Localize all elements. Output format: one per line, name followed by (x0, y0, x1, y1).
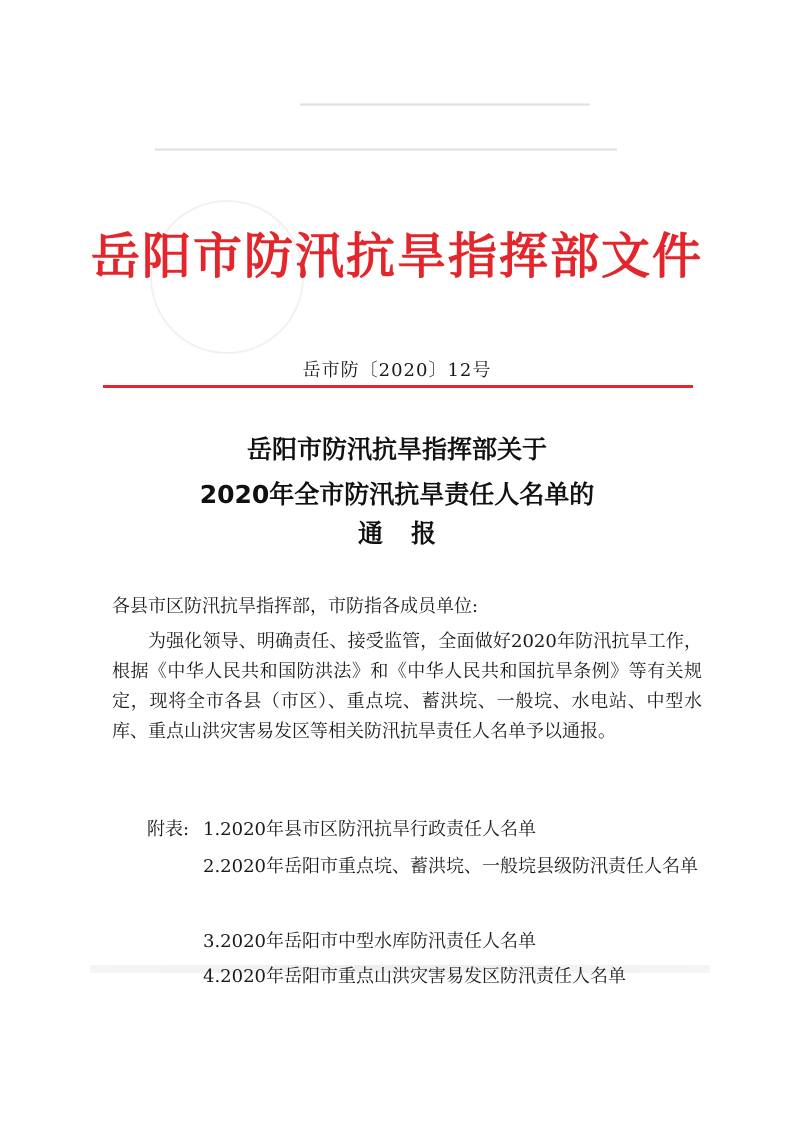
bleed-through-text: ━━━━━━━━━━━━━━━━━━━━━━━━━━━━━━━━━━━━━ (300, 98, 590, 113)
red-divider-rule (103, 385, 693, 388)
red-header-title: 岳阳市防汛抗旱指挥部文件 (90, 228, 703, 285)
document-title-line-2: 2020年全市防汛抗旱责任人名单的 (199, 480, 595, 509)
attachments-label: 附表: (147, 819, 190, 840)
document-number: 岳市防〔2020〕12号 (302, 360, 492, 381)
body-paragraph: 为强化领导、明确责任、接受监管，全面做好2020年防汛抗旱工作，根据《中华人民共和国防洪法》和《中华人民共和国抗旱条例》等有关规定，现将全市各县（市区）、重点垸、蓄洪垸、一般垸、水电站、中型水库、重点山洪灾害易发区等相关防汛抗旱责任人名单予以通报。 (112, 631, 702, 742)
bleed-through-text: ━━━━━━━━━━━━━━━━━━━━━━━━━━━━━━━━━━━━━━━━━━━━━━━━━━━━━━━━━━━ (155, 143, 617, 158)
attachment-item: 4.2020年岳阳市重点山洪灾害易发区防汛责任人名单 (203, 966, 626, 987)
attachment-item: 2.2020年岳阳市重点垸、蓄洪垸、一般垸县级防汛责任人名单 (203, 856, 698, 877)
attachment-item: 3.2020年岳阳市中型水库防汛责任人名单 (203, 931, 536, 952)
document-title-line-1: 岳阳市防汛抗旱指挥部关于 (246, 435, 547, 464)
attachment-item: 1.2020年县市区防汛抗旱行政责任人名单 (203, 819, 536, 840)
salutation: 各县市区防汛抗旱指挥部，市防指各成员单位: (112, 596, 479, 617)
document-title-line-3: 通报 (357, 519, 464, 548)
